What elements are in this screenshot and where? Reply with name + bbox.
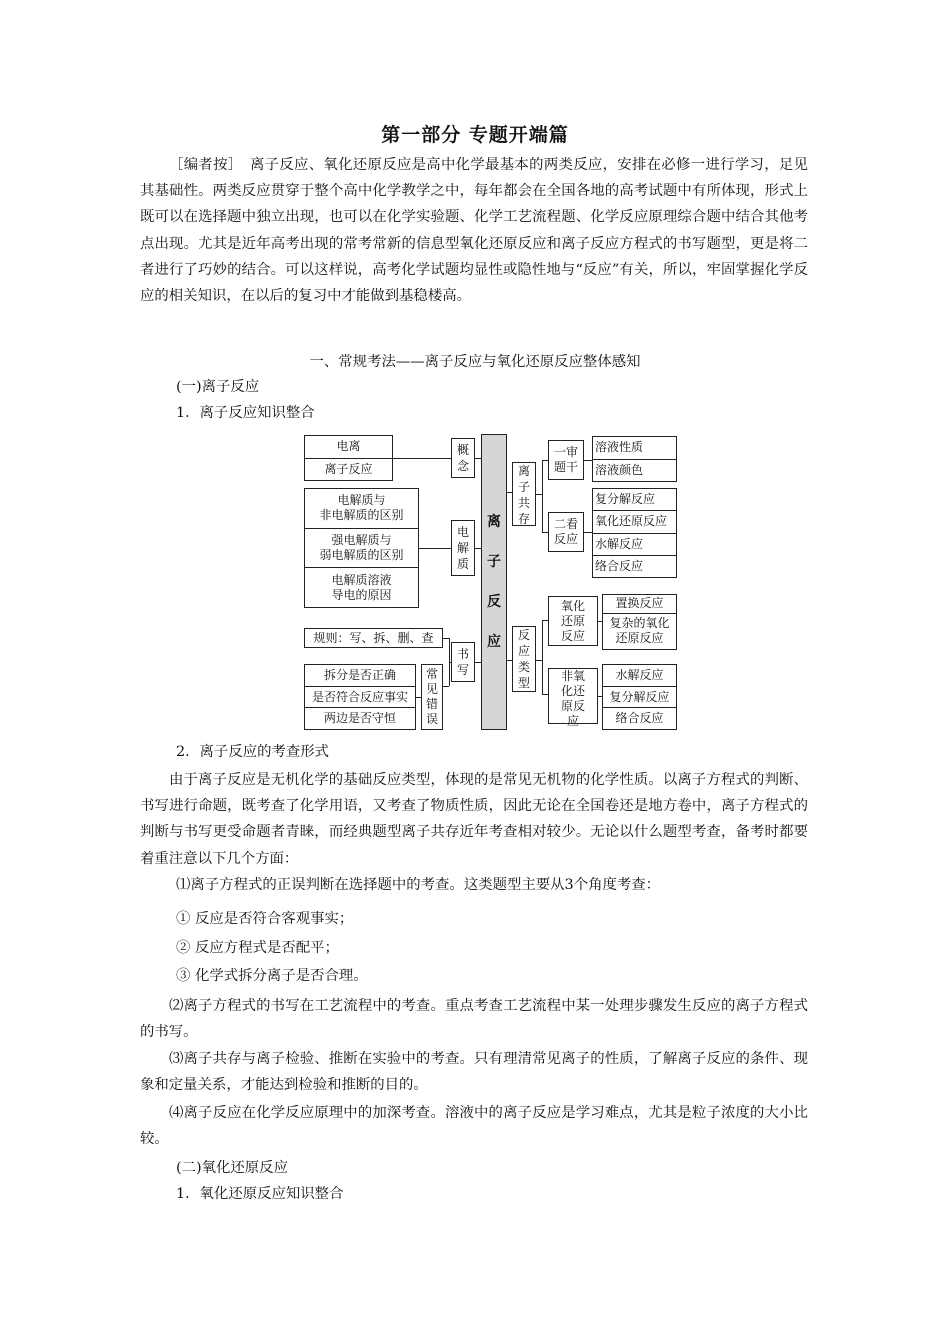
diagram-node: 复分解反应: [603, 686, 676, 708]
diagram-node: 复分解反应: [595, 492, 656, 507]
subsection-heading: (二)氧化还原反应: [176, 1160, 288, 1176]
body-line: ⑴离子方程式的正误判断在选择题中的考查。这类题型主要从3个角度考查：: [176, 877, 661, 893]
diagram-node: 离子共存: [517, 464, 530, 526]
diagram-node: 非氧化还原反应: [560, 669, 585, 728]
section-heading: 一、常规考法——离子反应与氧化还原反应整体感知: [309, 354, 641, 370]
diagram-node: 水解反应: [615, 667, 664, 682]
review-box: [548, 440, 584, 480]
electrolyte-items-box: [304, 488, 419, 608]
writing-box: [451, 642, 475, 682]
body-line: ① 反应是否符合客观事实；: [176, 911, 354, 927]
diagram-node: 离子反应: [305, 458, 392, 481]
ion-reaction-diagram: [302, 432, 678, 732]
body-paragraph: 由于离子反应是无机化学的基础反应类型，体现的是常见无机物的化学性质。以离子方程式的判断、书写进行命题，既考查了化学用语，又考查了物质性质，因此无论在全国卷还是地方卷中，离子方程式的判断与书写更受命题者青睐，而经典题型离子共存近年考查相对较少。无论以什么题型考查，备考时都要着重注意以下几个方面：: [140, 772, 808, 867]
redox-items-box: [602, 594, 677, 650]
diagram-node: 氧化还原反应: [560, 598, 585, 643]
page-title: 第一部分 专题开端篇: [381, 124, 569, 146]
body-paragraph: ⑶离子共存与离子检验、推断在实验中的考查。只有理清常见离子的性质，了解离子反应的条件、现象和定量关系，才能达到检验和推断的目的。: [140, 1051, 808, 1094]
common-errors-box: [421, 664, 443, 730]
body-paragraph: ⑷离子反应在化学反应原理中的加深考查。溶液中的离子反应是学习难点，尤其是粒子浓度的大小比较。: [140, 1105, 808, 1148]
diagram-node: 常见错误: [425, 667, 438, 726]
diagram-node: 电解质溶液 导电的原因: [305, 567, 418, 607]
item-heading: 1．氧化还原反应知识整合: [176, 1186, 344, 1202]
diagram-node: 强电解质与 弱电解质的区别: [305, 528, 418, 568]
diagram-node: 复杂的氧化还原反应: [603, 613, 676, 649]
diagram-node: 离子反应: [487, 514, 501, 650]
body-paragraph: ⑵离子方程式的书写在工艺流程中的考查。重点考查工艺流程中某一处理步骤发生反应的离子方程式的书写。: [140, 998, 808, 1041]
nonredox-box: [548, 668, 598, 728]
diagram-node: 规则：写、拆、删、查: [313, 630, 434, 645]
error-items-box: [304, 664, 416, 730]
diagram-node: 置换反应: [615, 596, 664, 611]
electrolyte-box: [451, 520, 475, 576]
coexist-box: [512, 462, 536, 526]
editor-note: ［编者按］ 离子反应、氧化还原反应是高中化学最基本的两类反应，安排在必修一进行学习，足见其基础性。两类反应贯穿于整个高中化学教学之中，每年都会在全国各地的高考试题中有所体现，形式上既可以在选择题中独立出现，也可以在化学实验题、化学工艺流程题、化学反应原理综合题中结合其他考点出现。尤其是近年高考出现的常考常新的信息型氧化还原反应和离子反应方程式的书写题型，更是将二者进行了巧妙的结合。可以这样说，高考化学试题均显性或隐性地与“反应”有关，所以，牢固掌握化学反应的相关知识，在以后的复习中才能做到基稳楼高。: [140, 157, 808, 305]
diagram-node: 电离: [336, 439, 361, 454]
rule-box: [304, 628, 443, 648]
check-box: [548, 512, 584, 552]
review-items-box: [592, 436, 677, 482]
item-heading: 1．离子反应知识整合: [176, 405, 315, 421]
diagram-node: 电解质: [456, 525, 469, 571]
types-box: [512, 626, 536, 692]
diagram-node: 二看反应: [553, 517, 578, 546]
body-line: ② 反应方程式是否配平；: [176, 940, 339, 956]
diagram-node: 是否符合反应事实: [305, 686, 415, 708]
diagram-node: 两边是否守恒: [305, 707, 415, 729]
diagram-node: 反应类型: [517, 628, 530, 690]
check-items-box: [592, 488, 677, 578]
diagram-node: 电解质与 非电解质的区别: [319, 493, 404, 523]
diagram-node: 书写: [456, 647, 469, 677]
diagram-node: 概念: [456, 443, 469, 473]
core-ion-reaction: [481, 434, 507, 730]
diagram-node: 溶液颜色: [593, 459, 676, 482]
diagram-node: 拆分是否正确: [323, 667, 396, 682]
diagram-node: 络合反应: [593, 555, 676, 577]
nonredox-items-box: [602, 664, 677, 730]
concept-box: [451, 438, 475, 478]
redox-box: [548, 596, 598, 646]
diagram-node: 水解反应: [593, 533, 676, 555]
diagram-node: 溶液性质: [595, 440, 644, 455]
concept-items-box: [304, 435, 393, 481]
subsection-heading: (一)离子反应: [176, 379, 260, 395]
diagram-node: 络合反应: [603, 707, 676, 729]
body-line: ③ 化学式拆分离子是否合理。: [176, 968, 368, 984]
diagram-node: 一审题干: [553, 445, 578, 474]
diagram-node: 氧化还原反应: [593, 510, 676, 532]
item-heading: 2．离子反应的考查形式: [176, 744, 330, 760]
